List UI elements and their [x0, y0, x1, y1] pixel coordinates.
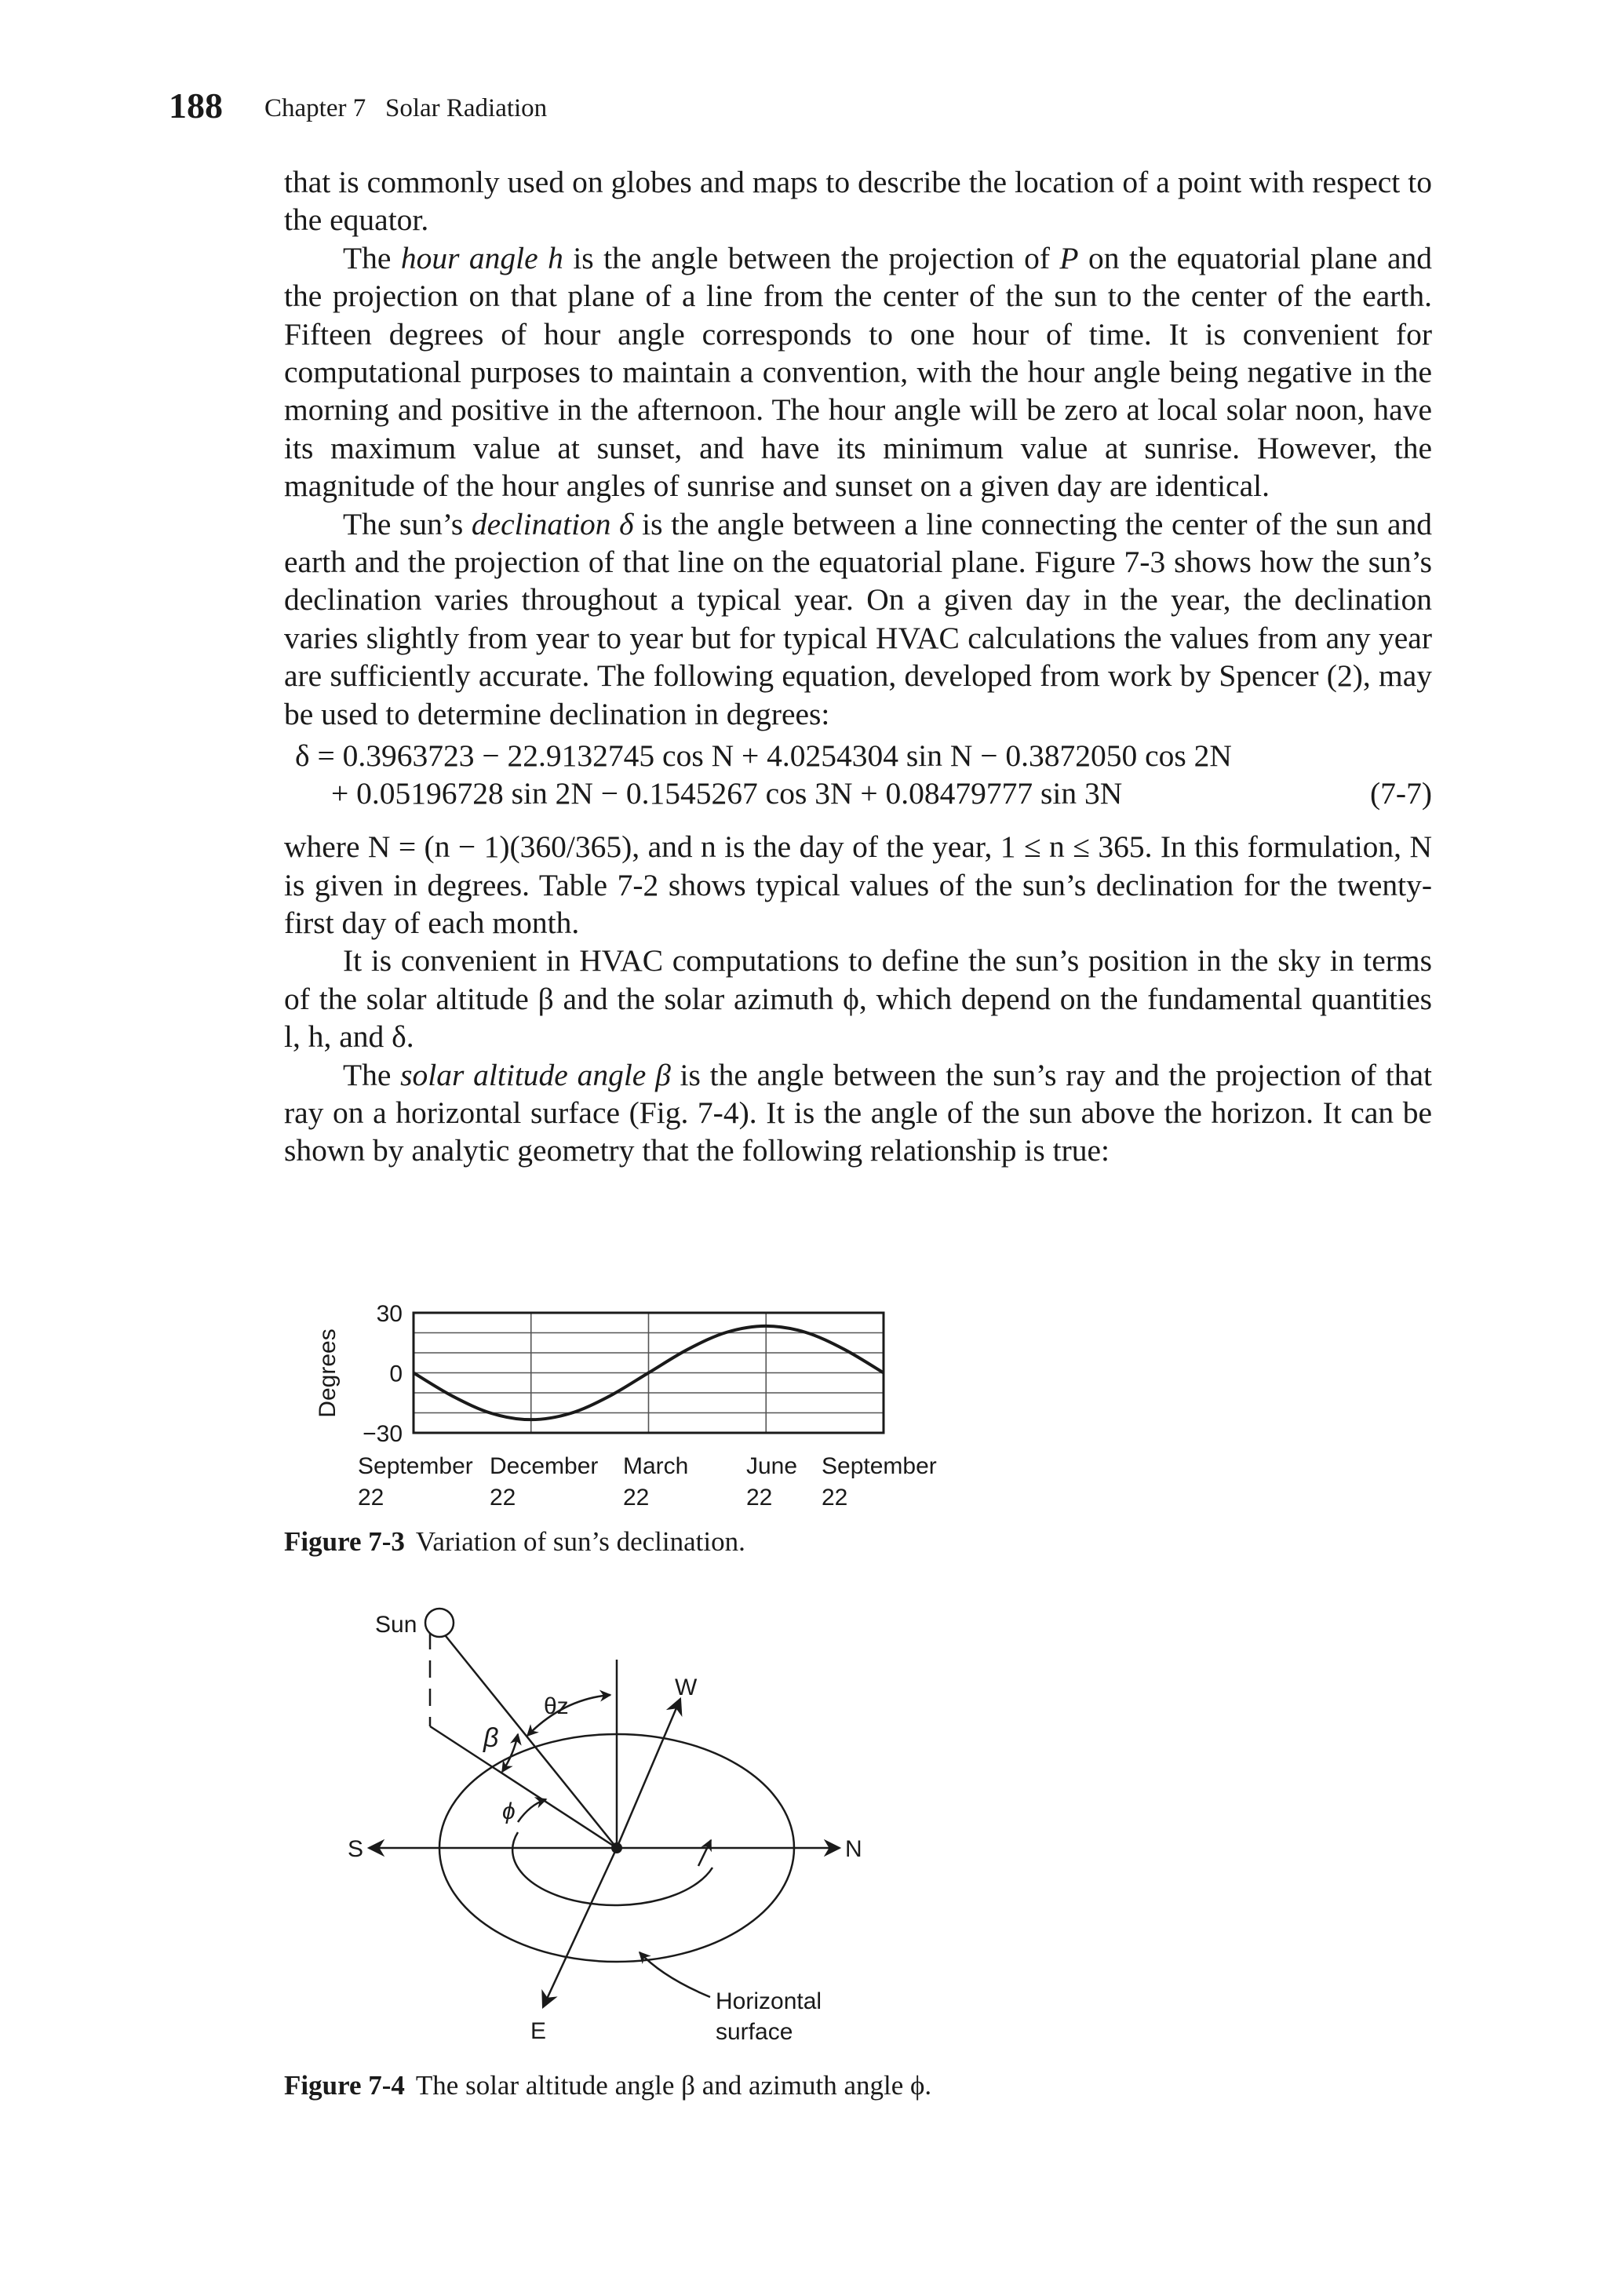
x-tick-label-month: September — [822, 1453, 937, 1479]
text-run: The sun’s — [343, 506, 472, 541]
text-run: The — [343, 1057, 401, 1092]
horizontal-surface-label-line1: Horizontal — [716, 1988, 822, 2014]
variable-p: P — [1059, 240, 1079, 275]
text-run: is the angle between the projection of — [563, 240, 1060, 275]
x-tick-label-day: 22 — [490, 1485, 516, 1511]
running-head: Chapter 7 Solar Radiation — [264, 94, 548, 122]
x-tick-label-day: 22 — [358, 1485, 384, 1511]
equation-line: + 0.05196728 sin 2N − 0.1545267 cos 3N + 0.08479777 sin 3N — [331, 776, 1123, 811]
text-run: is the angle between the sun’s ray and the projection of that ray on a horizontal surface (Fig. 7-4). It is the angle of the sun above the horizon. It can be shown by analytic geometry that the following relationship is true: — [284, 1057, 1432, 1168]
y-tick-label: 0 — [389, 1361, 403, 1387]
text-run: The — [343, 240, 401, 275]
equation-line: δ = 0.3963723 − 22.9132745 cos N + 4.0254304 sin N − 0.3872050 cos 2N — [295, 738, 1232, 774]
west-label: W — [675, 1675, 698, 1700]
horizontal-surface-label-line2: surface — [716, 2019, 793, 2045]
caption-label: Figure 7-3 — [284, 1526, 405, 1557]
paragraph: where N = (n − 1)(360/365), and n is the day of the year, 1 ≤ n ≤ 365. In this formulation, N is given in degrees. Table 7-2 shows typical values of the sun’s declination for the twenty-first day of each month. — [284, 829, 1432, 940]
theta-z-label: θz — [544, 1693, 569, 1719]
sun-ray — [439, 1628, 617, 1848]
caption-text: Variation of sun’s declination. — [415, 1526, 745, 1557]
y-axis-label: Degrees — [315, 1328, 341, 1418]
x-tick-label-day: 22 — [623, 1485, 650, 1511]
ray-projection-line — [430, 1726, 617, 1848]
x-tick-label-day: 22 — [822, 1485, 848, 1511]
beta-arc — [502, 1734, 518, 1772]
phi-label: ϕ — [502, 1799, 516, 1824]
text-run: is the angle between a line connecting the center of the sun and earth and the projection of that line on the equatorial plane. Figure 7-3 shows how the sun’s declination varies throughout a typical year. On a given day in the year, the declination varies slightly from year to year but for typical HVAC calculations the values from any year are sufficiently accurate. The following equation, developed from work by Spencer (2), may be used to determine declination in degrees: — [284, 506, 1432, 731]
inner-arc-arrow — [698, 1840, 711, 1866]
page-number: 188 — [169, 86, 223, 126]
x-tick-label-day: 22 — [746, 1485, 773, 1511]
theta-z-arc — [527, 1695, 610, 1736]
x-tick-label-month: March — [623, 1453, 689, 1479]
term-hour-angle: hour angle h — [400, 240, 563, 275]
caption-label: Figure 7-4 — [284, 2070, 405, 2101]
south-label: S — [348, 1836, 364, 1862]
term-solar-altitude: solar altitude angle β — [400, 1057, 671, 1092]
text-run: on the equatorial plane and the projection on that plane of a line from the center of the sun to the center of the earth. Fifteen degrees of hour angle corresponds to one hour of time. It is convenient for computational purposes to maintain a convention, with the hour angle being negative in the morning and positive in the afternoon. The hour angle will be zero at local solar noon, have its maximum value at sunset, and have its minimum value at sunrise. However, the magnitude of the hour angles of sunrise and sunset on a given day are identical. — [284, 240, 1432, 504]
y-tick-label: −30 — [363, 1421, 403, 1447]
east-axis — [543, 1848, 617, 2007]
phi-arc — [518, 1799, 546, 1822]
figure-7-4-caption — [284, 2070, 931, 2101]
sun-label: Sun — [375, 1612, 417, 1638]
west-axis — [617, 1699, 680, 1848]
y-tick-label: 30 — [376, 1301, 403, 1327]
sun-icon — [425, 1609, 454, 1637]
x-tick-label-month: June — [746, 1453, 798, 1479]
x-tick-label-month: December — [490, 1453, 599, 1479]
term-declination: declination δ — [471, 506, 634, 541]
caption-text: The solar altitude angle β and azimuth angle ϕ. — [415, 2070, 932, 2101]
north-label: N — [845, 1836, 862, 1862]
x-tick-label-month: September — [358, 1453, 473, 1479]
east-label: E — [530, 2018, 547, 2044]
origin-dot — [611, 1842, 622, 1853]
paragraph: It is convenient in HVAC computations to define the sun’s position in the sky in terms of the solar altitude β and the solar azimuth ϕ, which depend on the fundamental quantities l, h, and δ. — [284, 943, 1432, 1055]
beta-label: β — [483, 1723, 499, 1753]
equation-number: (7-7) — [1370, 776, 1432, 811]
paragraph: that is commonly used on globes and maps to describe the location of a point with respect to the equator. — [284, 165, 1432, 238]
